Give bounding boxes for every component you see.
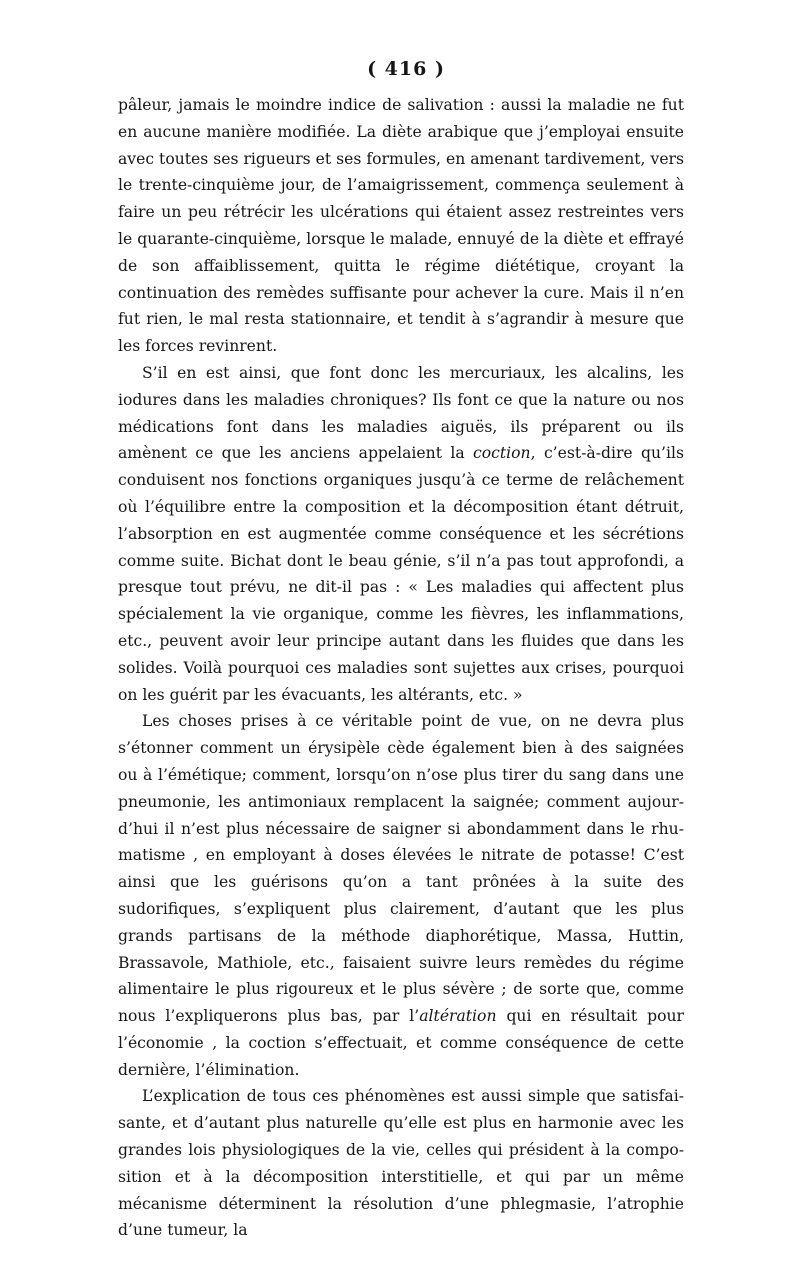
paragraph [118,708,684,1083]
book-page [118,58,684,1244]
text-run: L’explication de tous ces phénomènes est aussi simple que satisfaisante, et d’autant plus naturelle qu’elle est plus en harmonie avec les grandes lois physiologiques de la vie, celles qui président à la composition et à la décomposition interstitielle, et qui par un même mécanisme déterminent la résolution d’une phlegmasie, l’atrophie d’une tumeur, la [118,1087,684,1240]
paragraph [118,1083,684,1244]
italic-term: coction [473,444,531,463]
page-number: ( 416 ) [367,58,445,80]
paragraph [118,360,684,708]
body-text [118,92,684,1244]
text-run: , c’est-à-dire qu’ils conduisent nos fonctions organiques jusqu’à ce terme de relâchement où l’équilibre entre la composition et la décomposition étant détruit, l’absorption en est augmentée comme conséquence et les sécrétions comme suite. Bichat dont le beau génie, s’il n’a pas tout approfondi, a presque tout prévu, ne dit-il pas : « Les maladies qui affectent plus spécialement la vie organique, comme les fièvres, les inflammations, etc., peuvent avoir leur principe autant dans les fluides que dans les solides. Voilà pourquoi ces maladies sont sujettes aux crises, pourquoi on les guérit par les évacuants, les altérants, etc. » [118,444,684,704]
text-run: pâleur, jamais le moindre indice de salivation : aussi la maladie ne fut en aucune manière modifiée. La diète arabique que j’employai ensuite avec toutes ses rigueurs et ses formules, en amenant tardivement, vers le trente-cinquième jour, de l’amaigrissement, commença seulement à faire un peu rétrécir les ulcérations qui étaient assez restreintes vers le quarante-cinquième, lorsque le malade, ennuyé de la diète et effrayé de son affaiblissement, quitta le régime diététique, croyant la continuation des remèdes suffisante pour achever la cure. Mais il n’en fut rien, le mal resta stationnaire, et tendit à s’agrandir à mesure que les forces revinrent. [118,96,684,356]
italic-term: altération [419,1007,497,1026]
text-run: S’il en est ainsi, que font donc les mercuriaux, les alcalins, les iodures dans les maladies chroniques? Ils font ce que la nature ou nos médications font dans les maladies aiguës, ils préparent ou ils amènent ce que les anciens appelaient la [118,363,684,463]
paragraph [118,92,684,360]
text-run: Les choses prises à ce véritable point de vue, on ne devra plus s’étonner comment un érysipèle cède également bien à des saignées ou à l’émétique; comment, lorsqu’on n’ose plus tirer du sang dans une pneumonie, les antimoniaux remplacent la saignée; comment aujourd’hui il n’est plus nécessaire de saigner si abondamment dans le rhumatisme , en employant à doses élevées le nitrate de potasse! C’est ainsi que les guérisons qu’on a tant prônées à la suite des sudorifiques, s’expliquent plus clairement, d’autant que les plus grands partisans de la méthode diaphorétique, Massa, Huttin, Brassavole, Mathiole, etc., faisaient suivre leurs remèdes du régime alimentaire le plus rigoureux et le plus sévère ; de sorte que, comme nous l’expliquerons plus bas, par l’ [118,712,684,1026]
text-run: qui en résultait pour l’économie , la coction s’effectuait, et comme conséquence de cette dernière, l’élimination. [118,1007,684,1079]
